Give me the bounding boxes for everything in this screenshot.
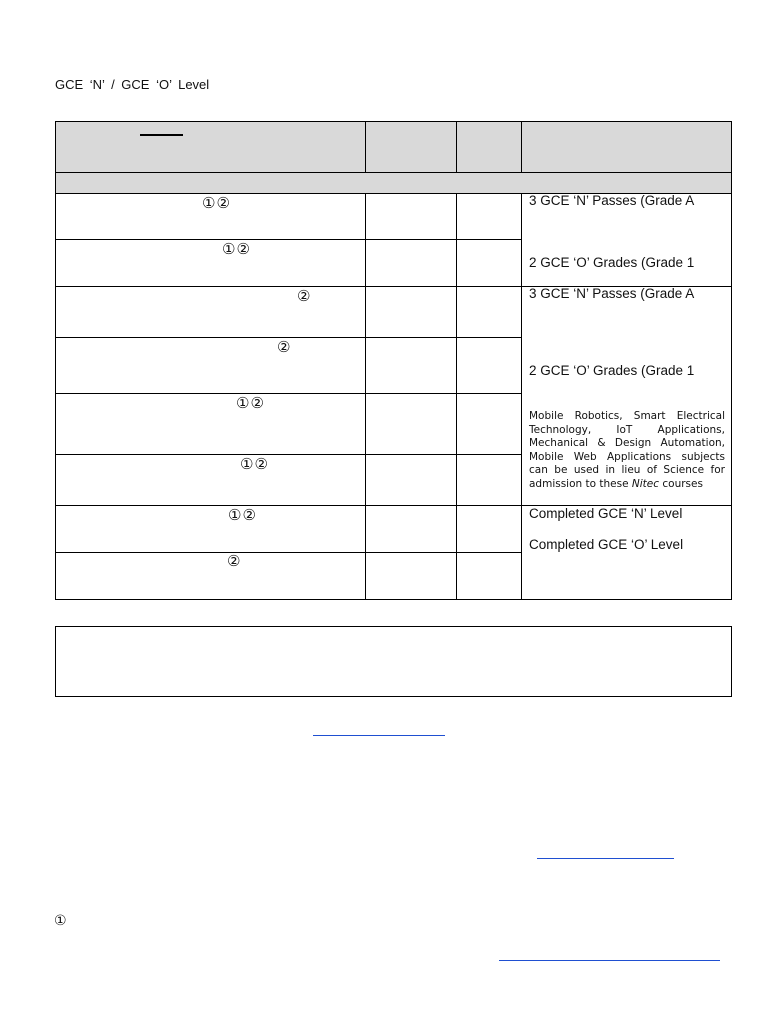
footnote-marker: ①② (202, 194, 231, 212)
footnote-marker: ①② (228, 506, 257, 524)
requirement-n-level: Completed GCE ‘N’ Level (529, 506, 683, 521)
col-divider (521, 121, 522, 172)
hyperlink[interactable] (537, 858, 674, 859)
requirement-n-level: 3 GCE ‘N’ Passes (Grade A (529, 286, 695, 301)
row-divider (55, 393, 522, 394)
footnote-marker: ② (277, 338, 292, 356)
requirement-n-level: 3 GCE ‘N’ Passes (Grade A (529, 193, 695, 208)
footnote-marker: ①② (236, 394, 265, 412)
col-divider (365, 193, 366, 600)
footnote-marker: ② (297, 287, 312, 305)
section-heading: GCE ‘N’ / GCE ‘O’ Level (55, 77, 210, 92)
footnote-marker: ①② (222, 240, 251, 258)
col-divider (456, 193, 457, 600)
requirement-note: Mobile Robotics, Smart Electrical Technology, IoT Applications, Mechanical & Design Automation, Mobile Web Applications subjects can be used in lieu of Science for admission to these Nitec courses (529, 410, 725, 490)
row-divider (55, 454, 522, 455)
col-divider (456, 121, 457, 172)
header-underline (140, 134, 183, 136)
row-divider (55, 239, 522, 240)
footnote-marker: ①② (240, 455, 269, 473)
row-divider (55, 552, 522, 553)
note-box (55, 626, 732, 697)
hyperlink[interactable] (499, 960, 720, 961)
requirement-o-level: Completed GCE ‘O’ Level (529, 537, 684, 552)
col-divider (521, 193, 522, 600)
requirement-o-level: 2 GCE ‘O’ Grades (Grade 1 (529, 255, 695, 270)
row-divider (55, 172, 731, 173)
hyperlink[interactable] (313, 735, 445, 736)
requirement-o-level: 2 GCE ‘O’ Grades (Grade 1 (529, 363, 695, 378)
footnote-marker-1: ① (54, 913, 68, 929)
footnote-marker: ② (227, 552, 242, 570)
col-divider (365, 121, 366, 172)
